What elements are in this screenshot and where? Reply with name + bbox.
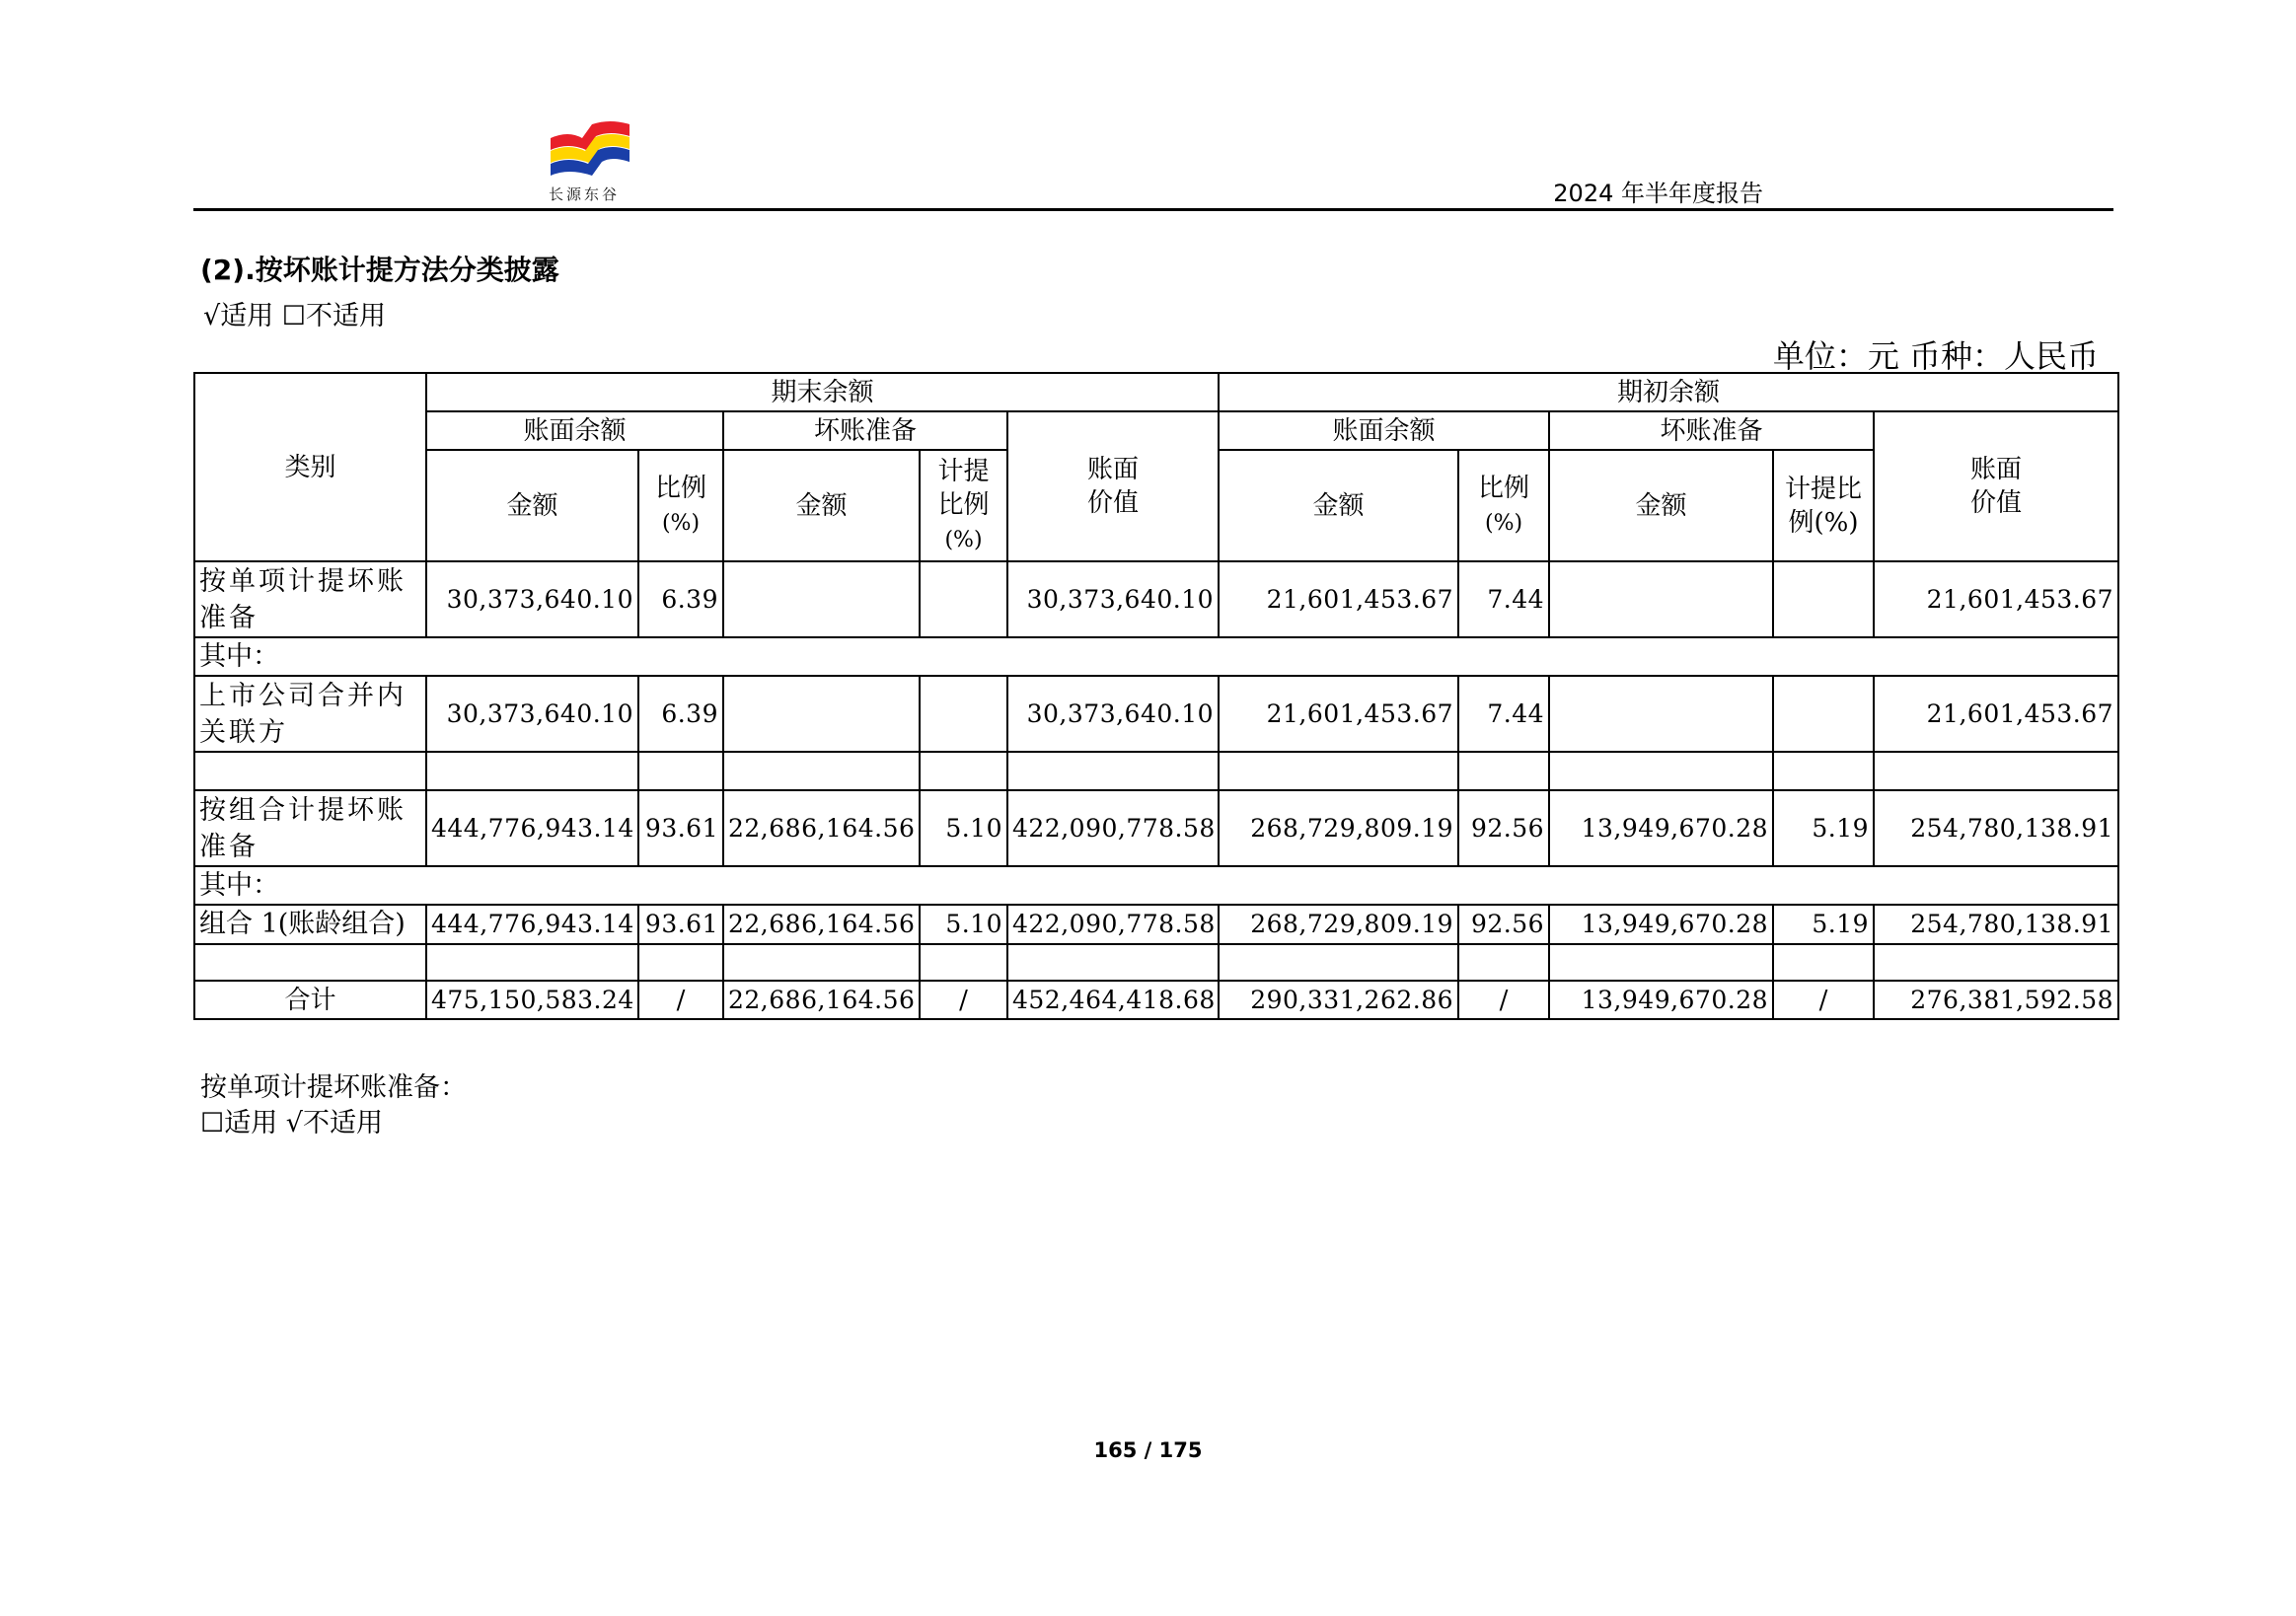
cell-begin-ratio: 7.44 (1458, 561, 1549, 637)
cell-end-book-value: 422,090,778.58 (1007, 905, 1219, 944)
cell-end-book-value: 422,090,778.58 (1007, 790, 1219, 866)
cell-end-ratio: 6.39 (638, 676, 723, 752)
cell-end-amount: 30,373,640.10 (426, 561, 638, 637)
table-row (194, 905, 2118, 944)
header-begin-ratio: 比例 (%) (1458, 450, 1549, 561)
cell-end-provision: 22,686,164.56 (723, 905, 920, 944)
cell-end-provision-ratio (920, 561, 1007, 637)
cell-end-provision-ratio: 5.10 (920, 790, 1007, 866)
cell-end-ratio: 6.39 (638, 561, 723, 637)
cell-begin-book-value: 254,780,138.91 (1874, 905, 2118, 944)
header-end-amount: 金额 (426, 450, 638, 561)
cell-end-provision: 22,686,164.56 (723, 981, 920, 1019)
table-row-empty (194, 944, 2118, 981)
header-end-provision-ratio: 计提 比例 (%) (920, 450, 1007, 561)
cell-end-book-value: 452,464,418.68 (1007, 981, 1219, 1019)
cell-begin-amount: 268,729,809.19 (1219, 905, 1458, 944)
bad-debt-classification-table (193, 372, 2119, 1020)
row-label: 按单项计提坏账准备 (194, 561, 426, 637)
cell-begin-amount: 268,729,809.19 (1219, 790, 1458, 866)
unit-currency-label: 单位：元 币种：人民币 (1772, 337, 2099, 375)
header-category: 类别 (194, 373, 426, 561)
table-row-total (194, 981, 2118, 1019)
cell-begin-ratio: / (1458, 981, 1549, 1019)
header-end-ratio: 比例 (%) (638, 450, 723, 561)
header-begin-amount: 金额 (1219, 450, 1458, 561)
header-begin-provision-ratio: 计提比 例(%) (1773, 450, 1874, 561)
cell-begin-amount: 21,601,453.67 (1219, 561, 1458, 637)
cell-begin-provision (1549, 561, 1773, 637)
cell-begin-provision: 13,949,670.28 (1549, 790, 1773, 866)
cell-end-ratio: 93.61 (638, 905, 723, 944)
cell-begin-provision-ratio: / (1773, 981, 1874, 1019)
cell-begin-book-value: 21,601,453.67 (1874, 561, 2118, 637)
page-number: 165 / 175 (1093, 1438, 1203, 1462)
header-divider (193, 208, 2113, 211)
applicable-checkbox-line: √适用 ☐不适用 (203, 301, 386, 331)
cell-end-provision-ratio (920, 676, 1007, 752)
cell-end-ratio: 93.61 (638, 790, 723, 866)
table-row (194, 790, 2118, 866)
header-period-begin: 期初余额 (1219, 373, 2118, 411)
individual-applicable-checkbox-line: ☐适用 √不适用 (200, 1108, 383, 1139)
cell-end-provision (723, 561, 920, 637)
cell-end-book-value: 30,373,640.10 (1007, 561, 1219, 637)
individual-provision-label: 按单项计提坏账准备： (200, 1072, 467, 1103)
cell-begin-ratio: 92.56 (1458, 790, 1549, 866)
table-row (194, 676, 2118, 752)
cell-end-amount: 444,776,943.14 (426, 790, 638, 866)
header-begin-provision: 坏账准备 (1549, 411, 1874, 450)
row-label: 其中： (194, 866, 2118, 905)
cell-end-book-value: 30,373,640.10 (1007, 676, 1219, 752)
cell-begin-amount: 290,331,262.86 (1219, 981, 1458, 1019)
cell-begin-book-value: 254,780,138.91 (1874, 790, 2118, 866)
cell-begin-book-value: 21,601,453.67 (1874, 676, 2118, 752)
logo-text: 长源东谷 (549, 185, 621, 203)
header-end-book-balance: 账面余额 (426, 411, 723, 450)
table-row (194, 866, 2118, 905)
header-period-end: 期末余额 (426, 373, 1219, 411)
header-begin-provision-amount: 金额 (1549, 450, 1773, 561)
cell-begin-provision-ratio (1773, 561, 1874, 637)
row-label: 合计 (194, 981, 426, 1019)
cell-begin-amount: 21,601,453.67 (1219, 676, 1458, 752)
cell-end-amount: 475,150,583.24 (426, 981, 638, 1019)
company-logo (549, 116, 631, 204)
table-row-empty (194, 752, 2118, 790)
row-label: 上市公司合并内关联方 (194, 676, 426, 752)
table-row (194, 561, 2118, 637)
row-label: 其中： (194, 637, 2118, 676)
cell-begin-provision: 13,949,670.28 (1549, 981, 1773, 1019)
company-logo-mark (549, 116, 631, 182)
cell-begin-ratio: 92.56 (1458, 905, 1549, 944)
header-end-book-value: 账面 价值 (1007, 411, 1219, 561)
cell-begin-provision-ratio: 5.19 (1773, 905, 1874, 944)
cell-end-amount: 30,373,640.10 (426, 676, 638, 752)
cell-begin-ratio: 7.44 (1458, 676, 1549, 752)
row-label: 按组合计提坏账准备 (194, 790, 426, 866)
cell-end-ratio: / (638, 981, 723, 1019)
cell-end-provision-ratio: / (920, 981, 1007, 1019)
header-begin-book-value: 账面 价值 (1874, 411, 2118, 561)
header-end-provision: 坏账准备 (723, 411, 1007, 450)
cell-begin-provision-ratio (1773, 676, 1874, 752)
cell-end-amount: 444,776,943.14 (426, 905, 638, 944)
cell-begin-provision (1549, 676, 1773, 752)
header-begin-book-balance: 账面余额 (1219, 411, 1549, 450)
row-label: 组合 1(账龄组合) (194, 905, 426, 944)
cell-end-provision: 22,686,164.56 (723, 790, 920, 866)
table-row (194, 637, 2118, 676)
header-end-provision-amount: 金额 (723, 450, 920, 561)
cell-end-provision-ratio: 5.10 (920, 905, 1007, 944)
report-title: 2024 年半年度报告 (1553, 180, 1763, 207)
cell-begin-provision-ratio: 5.19 (1773, 790, 1874, 866)
cell-begin-book-value: 276,381,592.58 (1874, 981, 2118, 1019)
cell-end-provision (723, 676, 920, 752)
section-title: (2).按坏账计提方法分类披露 (200, 254, 559, 286)
cell-begin-provision: 13,949,670.28 (1549, 905, 1773, 944)
